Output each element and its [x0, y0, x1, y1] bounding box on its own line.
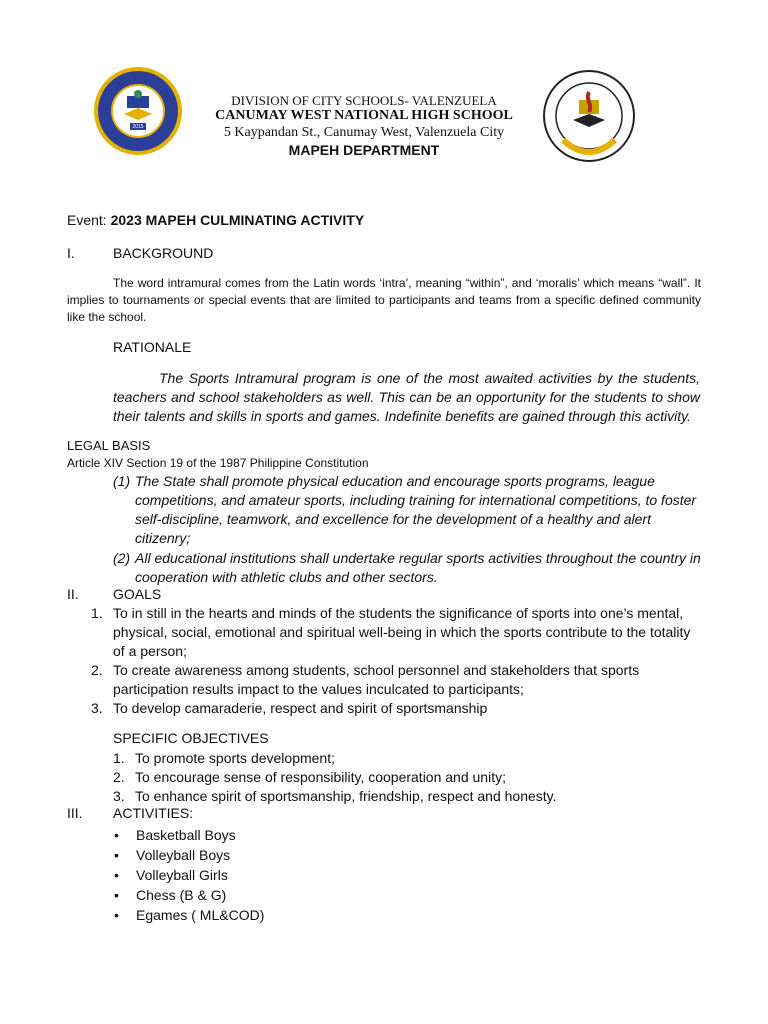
section-number-3: III. [67, 805, 83, 821]
goal-item [91, 604, 701, 661]
objective-number: 3. [113, 788, 125, 804]
activity-item: • Volleyball Boys [114, 845, 414, 865]
activity-item: • Basketball Boys [114, 825, 414, 845]
objective-number: 2. [113, 769, 125, 785]
division-name: DIVISION OF CITY SCHOOLS- VALENZUELA [231, 93, 497, 108]
department-name: MAPEH DEPARTMENT [288, 142, 440, 158]
legal-item [113, 472, 703, 548]
objective-text: To encourage sense of responsibility, cooperation and unity; [135, 769, 506, 785]
activities-list [114, 825, 414, 925]
goal-number: 3. [91, 700, 103, 716]
school-seal-year: 2015 [132, 124, 144, 130]
section-title-goals: GOALS [113, 586, 162, 602]
activity-item: • Chess (B & G) [114, 885, 414, 905]
objectives-title: SPECIFIC OBJECTIVES [113, 730, 269, 746]
section-title-activities: ACTIVITIES: [113, 805, 194, 821]
event-label: Event: [67, 212, 107, 228]
division-seal-graphic [543, 70, 635, 162]
goal-item [91, 699, 701, 718]
objective-item [113, 787, 703, 806]
objective-text: To promote sports development; [135, 750, 335, 766]
activity-item: • Volleyball Girls [114, 865, 414, 885]
section-title-background: BACKGROUND [113, 245, 214, 261]
division-seal [543, 70, 635, 162]
objective-item [113, 768, 703, 787]
legal-item-number: (1) [113, 473, 131, 489]
activity-item: • Egames ( ML&COD) [114, 905, 414, 925]
goal-text: To in still in the hearts and minds of the students the significance of sports into one’s mental, physical, social, emotional and spiritual well-being in which the sports contribute to the totality of a person; [113, 605, 691, 659]
legal-item-number: (2) [113, 550, 131, 566]
school-seal-graphic [93, 66, 183, 156]
goal-text: To create awareness among students, school personnel and stakeholders that sports participation results impact to the values inculcated to participants; [113, 662, 640, 697]
legal-item [113, 549, 703, 587]
rationale-title: RATIONALE [113, 339, 192, 355]
goal-text: To develop camaraderie, respect and spirit of sportsmanship [113, 700, 488, 716]
goal-item [91, 661, 701, 699]
section-number-1: I. [67, 245, 75, 261]
goal-number: 2. [91, 662, 103, 678]
rationale-paragraph: The Sports Intramural program is one of the most awaited activities by the students, teachers and school stakeholders as well. This can be an opportunity for the students to show their talents and skills in sports and games. Indefinite benefits are gained through this activity. [113, 370, 700, 424]
event-title: 2023 MAPEH CULMINATING ACTIVITY [110, 212, 365, 228]
goals-list [91, 604, 701, 718]
objectives-list [113, 749, 703, 806]
school-seal [93, 66, 183, 156]
legal-list [113, 472, 703, 587]
objective-number: 1. [113, 750, 125, 766]
event-line [67, 212, 707, 228]
school-address: 5 Kaypandan St., Canumay West, Valenzuela City [223, 125, 505, 140]
objective-text: To enhance spirit of sportsmanship, friendship, respect and honesty. [135, 788, 557, 804]
legal-basis-reference: Article XIV Section 19 of the 1987 Philippine Constitution [67, 456, 369, 470]
objective-item [113, 749, 703, 768]
background-paragraph: The word intramural comes from the Latin words ‘intra’, meaning “within”, and ‘moralis’ which means “wall”. It implies to tournaments or special events that are limited to participants and teams from a specific defined community like the school. [67, 276, 701, 324]
section-number-2: II. [67, 586, 79, 602]
legal-basis-title: LEGAL BASIS [67, 438, 151, 453]
goal-number: 1. [91, 605, 103, 621]
legal-item-text: The State shall promote physical education and encourage sports programs, league competitions, and amateur sports, including training for international competitions, to foster self-discipline, teamwork, and excellence for the development of a healthy and alert citizenry; [135, 473, 697, 546]
legal-item-text: All educational institutions shall undertake regular sports activities throughout the country in cooperation with athletic clubs and other sectors. [135, 550, 701, 585]
school-name: CANUMAY WEST NATIONAL HIGH SCHOOL [215, 108, 513, 123]
